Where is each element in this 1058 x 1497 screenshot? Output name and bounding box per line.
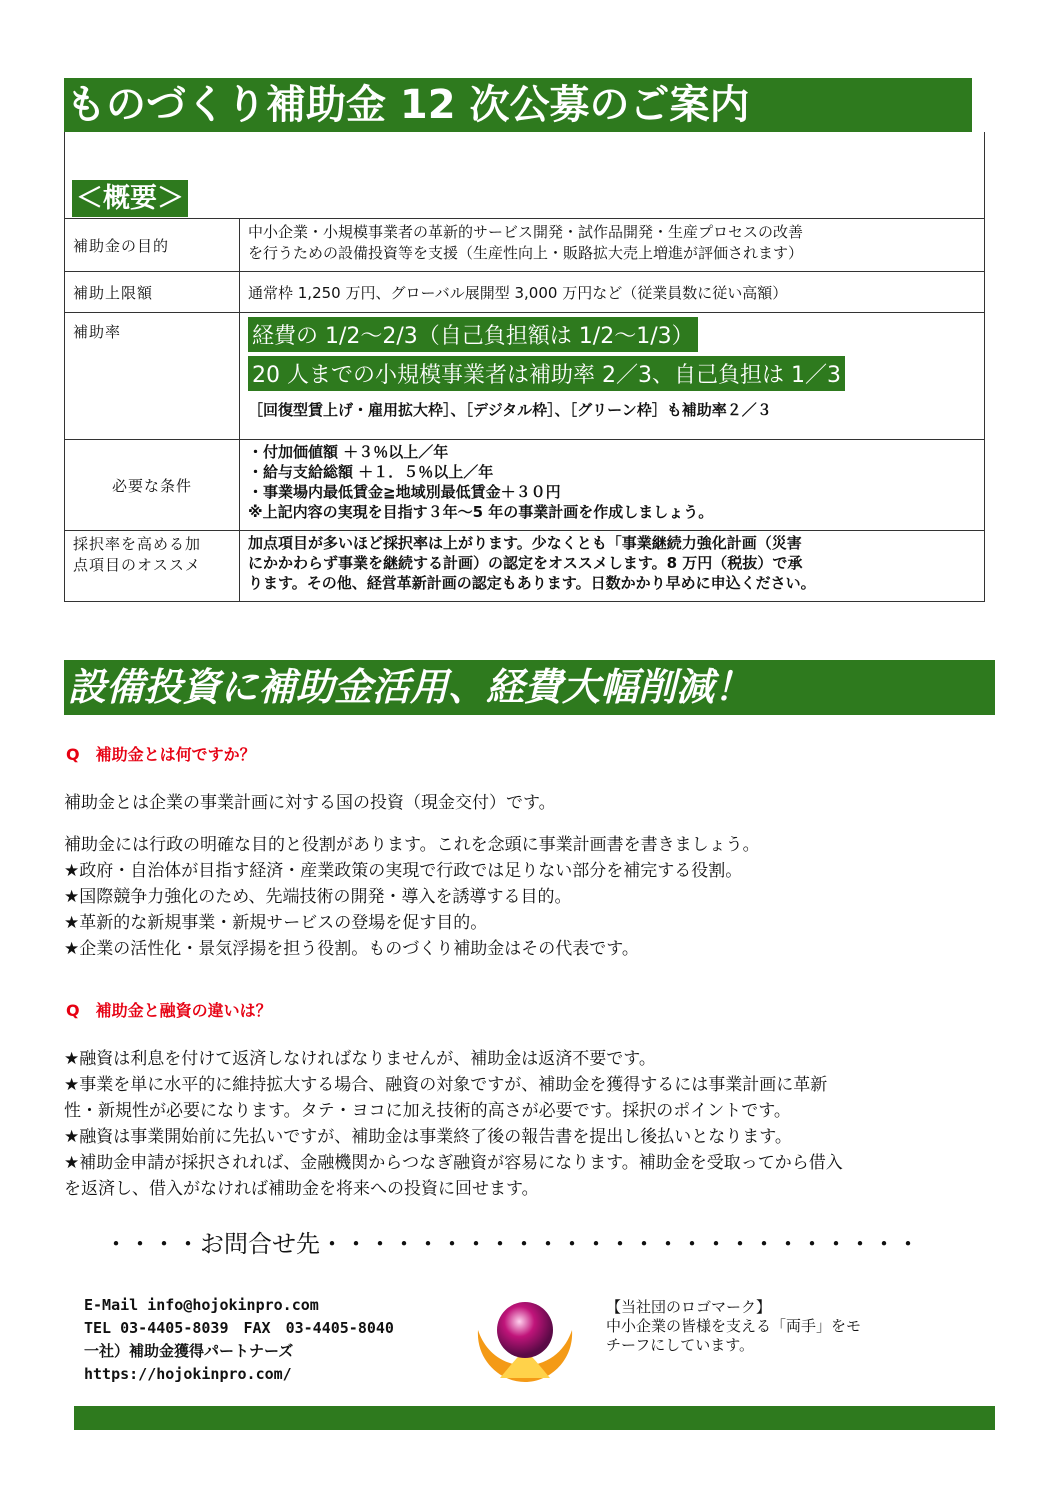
contact-url[interactable]: https://hojokinpro.com/ <box>84 1365 292 1383</box>
purpose-label: 補助金の目的 <box>65 219 240 272</box>
table-row <box>65 313 985 440</box>
table-row <box>65 531 985 602</box>
contact-email[interactable]: E-Mail info@hojokinpro.com <box>84 1296 319 1314</box>
purpose-text-1: 中小企業・小規模事業者の革新的サービス開発・試作品開発・生産プロセスの改善 <box>248 223 804 241</box>
section-title: 設備投資に補助金活用、経費大幅削減！ <box>64 660 995 715</box>
list-item: 補助金には行政の明確な目的と役割があります。これを念頭に事業計画書を書きましょう。 <box>64 835 760 855</box>
contact-phone-fax: TEL 03-4405-8039 FAX 03-4405-8040 <box>84 1319 394 1337</box>
page-title: ものづくり補助金 12 次公募のご案内 <box>64 78 972 132</box>
list-item: ★融資は事業開始前に先払いですが、補助金は事業終了後の報告書を提出し後払いとなります。 <box>64 1127 792 1147</box>
bonus-text-1: 加点項目が多いほど採択率は上がります。少なくとも「事業継続力強化計画（災害 <box>248 534 802 552</box>
list-item: ★政府・自治体が目指す経済・産業政策の実現で行政では足りない部分を補完する役割。 <box>64 861 743 881</box>
question-1: Q 補助金とは何ですか？ <box>66 745 256 764</box>
purpose-cell <box>240 219 985 272</box>
condition-note: ※上記内容の実現を目指す３年～5 年の事業計画を作成しましょう。 <box>248 503 714 521</box>
list-item: ★企業の活性化・景気浮揚を担う役割。ものづくり補助金はその代表です。 <box>64 939 639 959</box>
answer-1 <box>64 832 760 962</box>
list-item: ★革新的な新規事業・新規サービスの登場を促す目的。 <box>64 913 488 933</box>
overview-table <box>64 218 985 602</box>
logo-note: 【当社団のロゴマーク】 中小企業の皆様を支える「両手」をモ チーフにしています。 <box>606 1298 862 1354</box>
list-item: ★国際競争力強化のため、先端技術の開発・導入を誘導する目的。 <box>64 887 572 907</box>
rate-line-1: 経費の 1/2～2/3（自己負担額は 1/2～1/3） <box>248 317 698 352</box>
list-item: ★融資は利息を付けて返済しなければなりませんが、補助金は返済不要です。 <box>64 1049 656 1069</box>
bonus-text-2: にかかわらず事業を継続する計画）の認定をオススメします。8 万円（税抜）で承 <box>248 554 803 572</box>
logo-hands-icon <box>470 1290 580 1390</box>
list-item: ★補助金申請が採択されれば、金融機関からつなぎ融資が容易になります。補助金を受取ってから借入 <box>64 1153 843 1173</box>
answer-2 <box>64 1046 843 1202</box>
answer-1-intro: 補助金とは企業の事業計画に対する国の投資（現金交付）です。 <box>64 793 556 813</box>
table-row <box>65 219 985 272</box>
condition-1: ・付加価値額 ＋３％以上／年 <box>248 443 449 461</box>
conditions-label: 必要な条件 <box>65 440 240 531</box>
contact-info <box>84 1294 394 1386</box>
rate-label: 補助率 <box>65 313 240 440</box>
rate-line-2: 20 人までの小規模事業者は補助率 2／3、自己負担は 1／3 <box>248 356 845 391</box>
contact-heading: ・・・・お問合せ先・・・・・・・・・・・・・・・・・・・・・・・・・ <box>104 1230 920 1258</box>
overview-label: ＜概要＞ <box>72 180 188 217</box>
condition-3: ・事業場内最低賃金≧地域別最低賃金＋３０円 <box>248 483 561 501</box>
list-item: ★事業を単に水平的に維持拡大する場合、融資の対象ですが、補助金を獲得するには事業計画に革新 <box>64 1075 828 1095</box>
rate-note: ［回復型賃上げ・雇用拡大枠］、［デジタル枠］、［グリーン枠］も補助率２／３ <box>248 401 772 419</box>
limit-text: 通常枠 1,250 万円、グローバル展開型 3,000 万円など（従業員数に従い高額） <box>240 272 985 313</box>
purpose-text-2: を行うための設備投資等を支援（生産性向上・販路拡大売上増進が評価されます） <box>248 244 804 262</box>
footer-bar <box>74 1406 995 1430</box>
table-row <box>65 272 985 313</box>
list-item: を返済し、借入がなければ補助金を将来への投資に回せます。 <box>64 1179 539 1199</box>
question-2: Q 補助金と融資の違いは？ <box>66 1001 272 1020</box>
rate-cell <box>240 313 985 440</box>
bonus-label: 採択率を高める加 点項目のオススメ <box>65 531 240 602</box>
bonus-cell <box>240 531 985 602</box>
limit-label: 補助上限額 <box>65 272 240 313</box>
table-row <box>65 440 985 531</box>
condition-2: ・給与支給総額 ＋１．５％以上／年 <box>248 463 494 481</box>
contact-organization: 一社）補助金獲得パートナーズ <box>84 1342 294 1360</box>
conditions-cell <box>240 440 985 531</box>
bonus-text-3: ります。その他、経営革新計画の認定もあります。日数かかり早めに申込ください。 <box>248 574 816 592</box>
list-item: 性・新規性が必要になります。タテ・ヨコに加え技術的高さが必要です。採択のポイントです。 <box>64 1101 791 1121</box>
